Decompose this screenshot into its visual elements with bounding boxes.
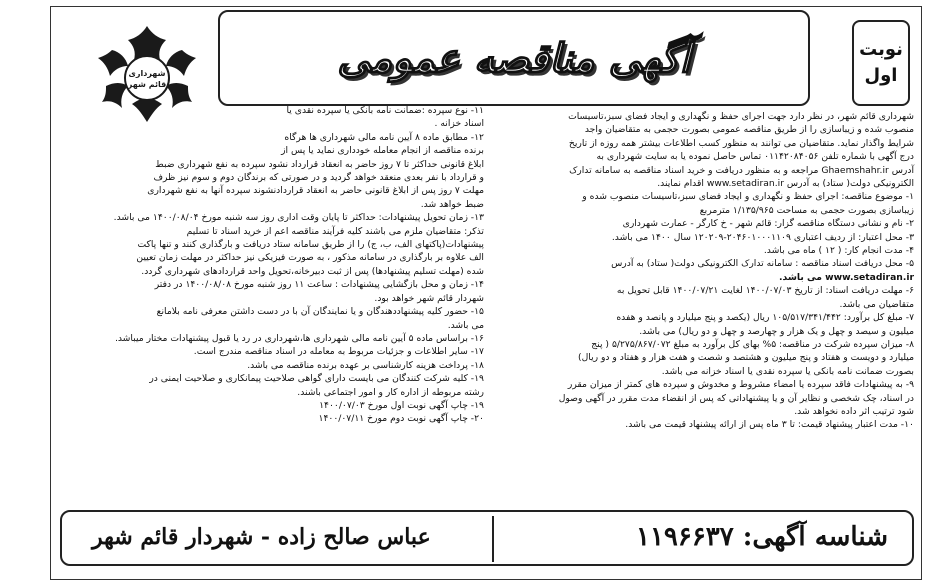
page-title: آگهی مناقصه عمومی — [337, 34, 691, 82]
ad-id: شناسه آگهی: ۱۱۹۶۶۳۷ — [635, 522, 888, 552]
item-12: ۱۲- مطابق ماده ۸ آیین نامه مالی شهرداری ها هرگاه — [284, 131, 484, 143]
item-12-cont: مهلت ۷ روز پس از ابلاغ قانونی حاضر به انعقاد قراردادنشوند سپرده آنها به نفع شهرداری — [147, 185, 484, 197]
item-16: ۱۶- براساس ماده ۵ آیین نامه مالی شهرداری ها،شهرداری در رد یا قبول پیشنهادات مختار میباشد. — [114, 332, 484, 344]
item-9-cont: در اسناد، چک شخصی و نظایر آن و یا پیشنهاداتی که پس از انقضاء مدت مقرر در آگهی وصول — [558, 392, 914, 404]
item-7-cont: میلیون و سیصد و چهل و یک هزار و چهارصد و چهل و دو ریال) می باشد. — [639, 325, 914, 337]
item-11: ۱۱- نوع سپرده :ضمانت نامه بانکی یا سپرده نقدی یا — [286, 105, 484, 116]
title-banner — [218, 10, 810, 106]
item-1: ۱- موضوع مناقصه: اجرای حفظ و نگهداری و ایجاد فضای سبز،تاسیسات منصوب شده و — [582, 191, 914, 203]
item-6: ۶- مهلت دریافت اسناد: از تاریخ ۱۴۰۰/۰۷/۰۳ لغایت ۱۴۰۰/۰۷/۲۱ قابل تحویل به — [616, 285, 914, 297]
right-column — [518, 110, 914, 432]
logo-text-line1: شهرداری — [128, 69, 166, 78]
footer-divider — [492, 516, 494, 562]
item-13: ۱۳- زمان تحویل پیشنهادات: حداکثر تا پایان وقت اداری روز سه شنبه مورخ ۱۴۰۰/۰۸/۰۴ می باشد. — [113, 212, 484, 224]
intro-line: شرایط واگذار نماید. متقاضیان می توانند به منظور کسب اطلاعات بیشتر همه روزه از تاریخ — [568, 137, 914, 149]
item-18: ۱۸- پرداخت هزینه کارشناسی بر عهده برنده مناقصه می باشد. — [247, 359, 484, 371]
item-13-note: شده (مهلت تسلیم پیشنهادها) پس از ثبت دبیرخانه،تحویل واحد قراردادهای شهرداری گردد. — [141, 265, 484, 277]
intro-line: شهرداری قائم شهر، در نظر دارد جهت اجرای حفظ و نگهداری و ایجاد فضای سبز،تاسیسات — [568, 111, 914, 122]
print-date-second: ۲۰- چاپ آگهی نوبت دوم مورخ ۱۴۰۰/۰۷/۱۱ — [318, 413, 484, 425]
intro-line: منصوب شده و زیباسازی را از طریق مناقصه عمومی بصورت حجمی به متقاضیان واجد — [584, 124, 914, 136]
item-3: ۳- محل اعتبار: از ردیف اعتباری ۲۰۴۶۰۱۰۰۰۱۱۰۹-۱۲۰۲۰۹ سال ۱۴۰۰ می باشد. — [611, 231, 914, 243]
item-5: ۵- محل دریافت اسناد مناقصه : سامانه تدارک الکترونیکی دولت( ستاد) به آدرس — [611, 258, 914, 270]
item-12-cont: و قرارداد با نفر بعدی منعقد خواهد گردید و در صورتی که برندگان دوم و سوم نیز ظرف — [153, 172, 484, 184]
item-8: ۸- میزان سپرده شرکت در مناقصه: ۵% بهای کل برآورد به مبلغ ۵/۲۷۵/۸۶۷/۰۷۲ ( پنج — [591, 338, 914, 350]
item-8-cont: بصورت ضمانت نامه بانکی یا سپرده نقدی یا اسناد خزانه می باشد. — [661, 365, 914, 377]
item-15: ۱۵- حضور کلیه پیشنهاددهندگان و یا نمایندگان آن با در دست داشتن معرفی نامه بلامانع — [156, 306, 484, 318]
item-4: ۴- مدت انجام کار: ( ۱۲ ) ماه می باشد. — [763, 245, 914, 257]
item-12-cont: ضبط خواهد شد. — [420, 198, 484, 210]
edition-badge — [852, 20, 910, 106]
item-14: ۱۴- زمان و محل بازگشایی پیشنهادات : ساعت ۱۱ روز شنبه مورخ ۱۴۰۰/۰۸/۰۸ در دفتر — [154, 279, 484, 291]
item-12-cont: برنده مناقصه از انجام معامله خودداری نماید یا پس از — [281, 145, 484, 157]
item-6-cont: متقاضیان می باشد. — [839, 298, 914, 310]
intro-line: درج آگهی با شماره تلفن ۰۱۱۴۲۰۸۴۰۵۶ تماس حاصل نموده یا به سایت شهرداری به — [596, 151, 914, 163]
edition-number: اول — [864, 65, 898, 86]
footer — [60, 510, 914, 566]
item-14-cont: شهردار قائم شهر خواهد بود. — [374, 292, 484, 304]
item-19: ۱۹- کلیه شرکت کنندگان می بایست دارای گواهی صلاحیت پیمانکاری و صلاحیت ایمنی در — [149, 373, 484, 385]
item-1-cont: زیباسازی بصورت حجمی به مساحت ۱/۱۳۵/۹۶۵ مترمربع — [699, 204, 914, 216]
item-8-cont: میلیارد و دویست و هفتاد و پنج میلیون و هشتصد و شصت و هفت هزار و هفتاد و دو ریال) — [578, 352, 914, 364]
mayor-signature: عباس صالح زاده - شهردار قائم شهر — [92, 524, 431, 550]
logo-text-line2: قائم شهر — [127, 80, 167, 89]
item-19-cont: رشته مربوطه از اداره کار و امور اجتماعی باشند. — [297, 386, 484, 398]
item-9: ۹- به پیشنهادات فاقد سپرده یا امضاء مشروط و مخدوش و سپرده های کمتر از میزان مقرر — [567, 379, 914, 391]
item-11-cont: اسناد خزانه . — [434, 118, 484, 130]
left-column — [62, 104, 484, 426]
print-date-first: ۱۹- چاپ آگهی نوبت اول مورخ ۱۴۰۰/۰۷/۰۳ — [319, 399, 484, 411]
item-10: ۱۰- مدت اعتبار پیشنهاد قیمت: تا ۳ ماه پس از ارائه پیشنهاد قیمت می باشد. — [625, 419, 914, 431]
item-7: ۷- مبلغ کل برآورد: ۱۰۵/۵۱۷/۳۴۱/۴۴۲ ریال (یکصد و پنج میلیارد و پانصد و هفده — [616, 312, 914, 324]
item-13-note: پیشنهادات(پاکتهای الف، ب، ج) را از طریق سامانه ستاد دریافت و بارگذاری کنند و تنها پاکت — [137, 239, 484, 251]
edition-label: نوبت — [859, 39, 903, 60]
item-9-cont: شود ترتیب اثر داده نخواهد شد. — [794, 405, 914, 417]
intro-line: الکترونیکی دولت( ستاد) به آدرس www.setadiran.ir اقدام نمایند. — [657, 178, 914, 190]
intro-line: آدرس Ghaemshahr.ir مراجعه و به منظور دریافت و خرید اسناد مناقصه به سامانه تدارک — [569, 164, 914, 176]
item-5-cont: www.setadiran.ir می باشد. — [779, 271, 914, 283]
item-12-cont: ابلاغ قانونی حداکثر تا ۷ روز حاضر به انعقاد قرارداد نشود سپرده به نفع شهرداری ضبط — [155, 158, 484, 170]
item-17: ۱۷- سایر اطلاعات و جزئیات مربوط به معامله در اسناد مناقصه مندرج است. — [193, 346, 484, 358]
item-13-note: تذکر: متقاضیان ملزم می باشند کلیه فرآیند مناقصه اعم از خرید اسناد تا تسلیم — [186, 225, 484, 237]
item-15-cont: می باشد. — [447, 319, 484, 331]
item-2: ۲- نام و نشانی دستگاه مناقصه گزار: قائم شهر - خ کارگر - عمارت شهرداری — [622, 218, 914, 230]
item-13-note: الف علاوه بر بارگذاری در سامانه مذکور ، به صورت فیزیکی نیز حداکثر در مهلت زمان تعیین — [136, 252, 484, 264]
